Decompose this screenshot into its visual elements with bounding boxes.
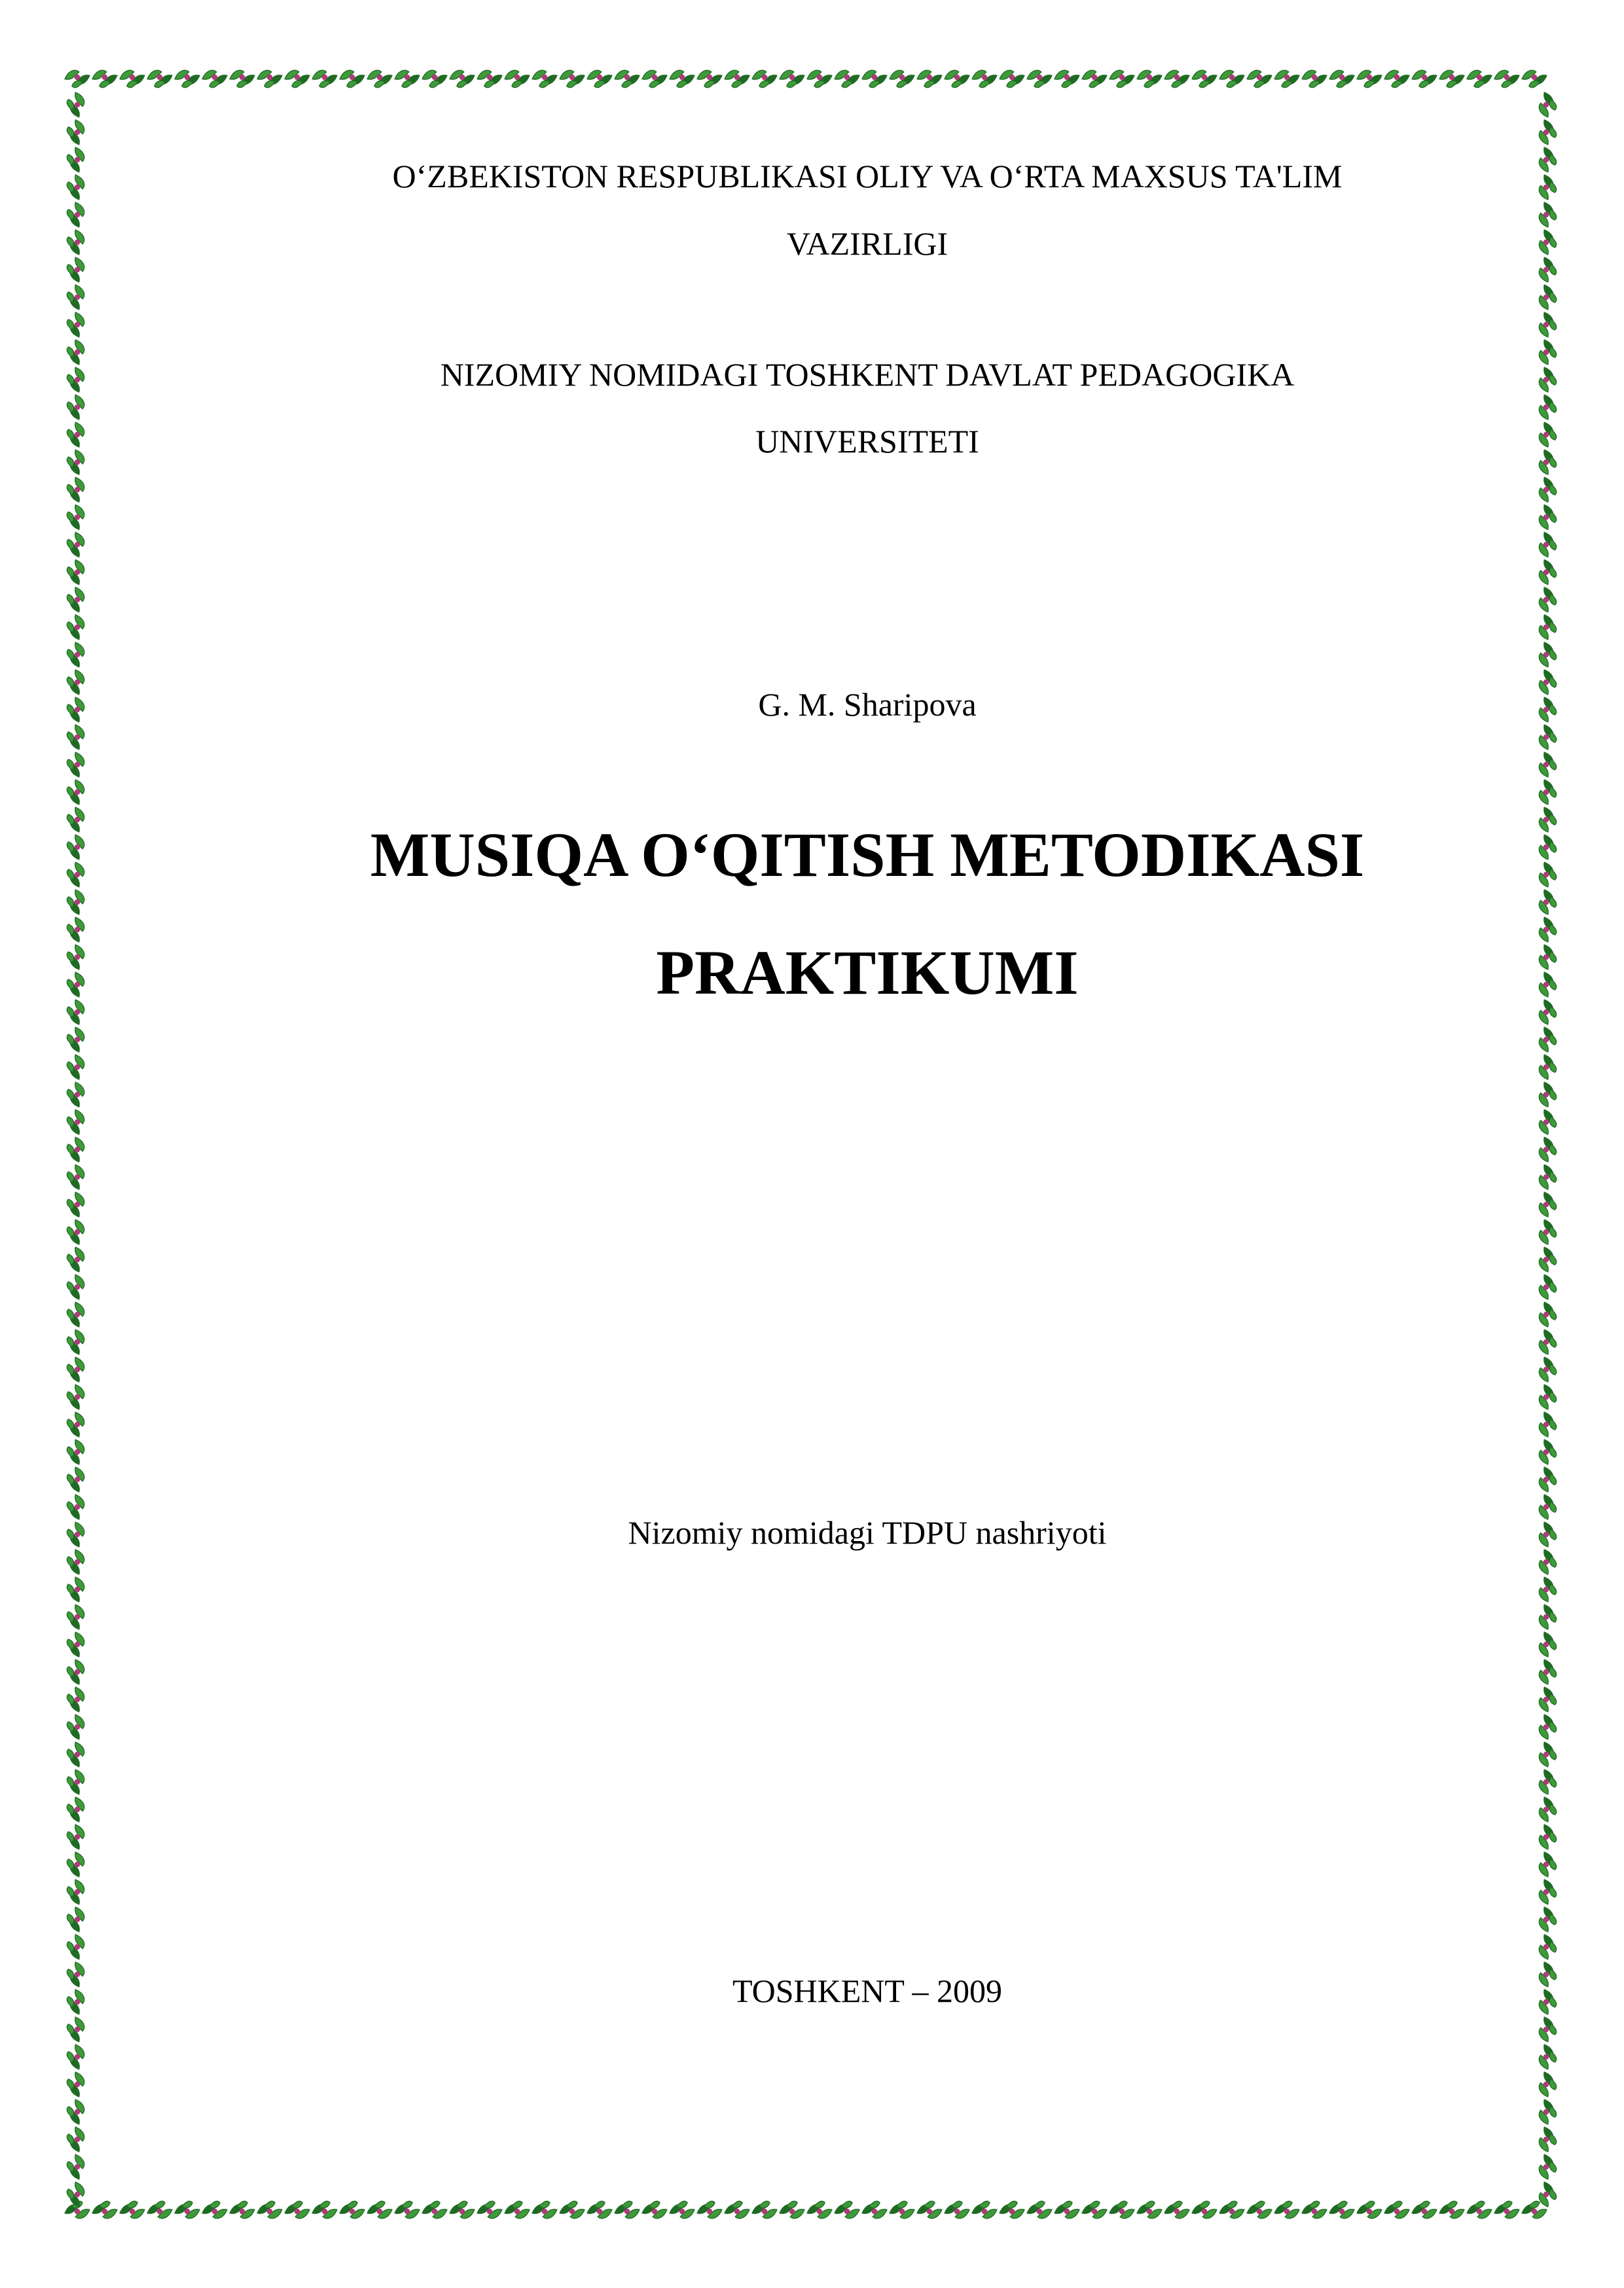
holly-leaf-berry-icon <box>67 780 84 805</box>
holly-leaf-berry-icon <box>505 2201 530 2218</box>
holly-leaf-berry-icon <box>1027 2201 1052 2218</box>
holly-leaf-berry-icon <box>1539 1522 1556 1547</box>
holly-leaf-berry-icon <box>67 2044 84 2069</box>
holly-leaf-berry-icon <box>67 92 84 117</box>
holly-leaf-berry-icon <box>1539 2127 1556 2152</box>
holly-leaf-berry-icon <box>477 2201 502 2218</box>
holly-leaf-berry-icon <box>67 1027 84 1052</box>
holly-leaf-berry-icon <box>120 70 145 87</box>
holly-leaf-berry-icon <box>1000 70 1024 87</box>
holly-leaf-berry-icon <box>1192 2201 1217 2218</box>
holly-leaf-berry-icon <box>67 1797 84 1822</box>
holly-leaf-berry-icon <box>67 670 84 695</box>
holly-leaf-berry-icon <box>67 1605 84 1629</box>
holly-leaf-berry-icon <box>1137 2201 1162 2218</box>
holly-leaf-berry-icon <box>67 1550 84 1574</box>
holly-leaf-berry-icon <box>1539 670 1556 695</box>
holly-leaf-berry-icon <box>67 1495 84 1519</box>
holly-leaf-berry-icon <box>67 1110 84 1135</box>
holly-leaf-berry-icon <box>1539 1247 1556 1272</box>
holly-leaf-berry-icon <box>285 70 310 87</box>
holly-leaf-berry-icon <box>1494 70 1519 87</box>
holly-leaf-berry-icon <box>367 2201 392 2218</box>
holly-leaf-berry-icon <box>1539 1110 1556 1135</box>
holly-leaf-berry-icon <box>67 2127 84 2152</box>
holly-leaf-berry-icon <box>67 1522 84 1547</box>
holly-leaf-berry-icon <box>257 70 282 87</box>
holly-leaf-berry-icon <box>780 2201 804 2218</box>
holly-leaf-berry-icon <box>1302 2201 1327 2218</box>
holly-leaf-berry-icon <box>67 1275 84 1299</box>
holly-leaf-berry-icon <box>67 1577 84 1602</box>
holly-leaf-berry-icon <box>67 202 84 227</box>
holly-leaf-berry-icon <box>67 1934 84 1959</box>
holly-leaf-berry-icon <box>1384 70 1409 87</box>
holly-leaf-berry-icon <box>367 70 392 87</box>
holly-leaf-berry-icon <box>1539 1165 1556 1189</box>
holly-leaf-berry-icon <box>587 70 612 87</box>
holly-leaf-berry-icon <box>1539 587 1556 612</box>
holly-leaf-berry-icon <box>67 1247 84 1272</box>
holly-leaf-berry-icon <box>67 642 84 667</box>
holly-leaf-berry-icon <box>560 70 585 87</box>
holly-leaf-berry-icon <box>505 70 530 87</box>
holly-leaf-berry-icon <box>67 1440 84 1464</box>
holly-leaf-berry-icon <box>1539 1879 1556 1904</box>
holly-leaf-berry-icon <box>477 70 502 87</box>
holly-leaf-berry-icon <box>67 1467 84 1492</box>
holly-leaf-berry-icon <box>1539 340 1556 365</box>
holly-leaf-berry-icon <box>67 505 84 530</box>
holly-leaf-berry-icon <box>67 532 84 557</box>
book-title-line-2: PRAKTIKUMI <box>656 937 1079 1008</box>
holly-leaf-berry-icon <box>67 2099 84 2124</box>
holly-leaf-berry-icon <box>1539 945 1556 970</box>
holly-leaf-berry-icon <box>1539 1962 1556 1987</box>
holly-leaf-berry-icon <box>1439 2201 1464 2218</box>
holly-leaf-berry-icon <box>67 175 84 200</box>
holly-leaf-berry-icon <box>780 70 804 87</box>
university-line-2: UNIVERSITETI <box>755 423 979 460</box>
holly-leaf-berry-icon <box>1522 70 1547 87</box>
holly-leaf-berry-icon <box>917 70 942 87</box>
holly-leaf-berry-icon <box>67 752 84 777</box>
holly-leaf-berry-icon <box>67 1962 84 1987</box>
holly-leaf-berry-icon <box>945 70 969 87</box>
holly-leaf-berry-icon <box>1539 367 1556 392</box>
holly-leaf-berry-icon <box>917 2201 942 2218</box>
holly-leaf-berry-icon <box>1539 120 1556 145</box>
holly-leaf-berry-icon <box>1247 70 1272 87</box>
holly-leaf-berry-icon <box>67 340 84 365</box>
holly-leaf-berry-icon <box>1539 1907 1556 1932</box>
holly-leaf-berry-icon <box>1539 1605 1556 1629</box>
holly-leaf-berry-icon <box>120 2201 145 2218</box>
holly-leaf-berry-icon <box>1539 807 1556 832</box>
holly-leaf-berry-icon <box>1539 1192 1556 1217</box>
holly-leaf-berry-icon <box>1539 1440 1556 1464</box>
holly-leaf-berry-icon <box>1539 1989 1556 2014</box>
holly-leaf-berry-icon <box>642 70 667 87</box>
holly-leaf-berry-icon <box>1539 1467 1556 1492</box>
holly-leaf-berry-icon <box>670 2201 695 2218</box>
holly-leaf-berry-icon <box>1357 2201 1382 2218</box>
holly-leaf-berry-icon <box>1539 890 1556 915</box>
holly-leaf-berry-icon <box>1539 1137 1556 1162</box>
holly-leaf-berry-icon <box>202 70 227 87</box>
holly-leaf-berry-icon <box>230 70 255 87</box>
holly-leaf-berry-icon <box>1539 257 1556 282</box>
holly-leaf-berry-icon <box>807 70 832 87</box>
holly-leaf-berry-icon <box>175 2201 200 2218</box>
holly-leaf-berry-icon <box>1539 862 1556 887</box>
holly-leaf-berry-icon <box>1539 1632 1556 1657</box>
holly-leaf-berry-icon <box>1539 1934 1556 1959</box>
holly-leaf-berry-icon <box>1539 1055 1556 1080</box>
holly-leaf-berry-icon <box>67 2017 84 2042</box>
holly-leaf-berry-icon <box>697 70 722 87</box>
holly-leaf-berry-icon <box>1539 1027 1556 1052</box>
holly-leaf-berry-icon <box>67 1137 84 1162</box>
holly-leaf-berry-icon <box>972 2201 997 2218</box>
holly-leaf-berry-icon <box>67 147 84 172</box>
holly-leaf-berry-icon <box>1539 2044 1556 2069</box>
holly-leaf-berry-icon <box>1539 642 1556 667</box>
holly-leaf-berry-icon <box>1539 1715 1556 1739</box>
holly-leaf-berry-icon <box>1539 1852 1556 1877</box>
holly-leaf-berry-icon <box>1219 70 1244 87</box>
holly-leaf-berry-icon <box>67 615 84 640</box>
holly-leaf-berry-icon <box>1467 70 1492 87</box>
holly-leaf-berry-icon <box>1539 1385 1556 1409</box>
holly-leaf-berry-icon <box>67 257 84 282</box>
holly-leaf-berry-icon <box>67 1385 84 1409</box>
holly-leaf-berry-icon <box>862 70 887 87</box>
holly-leaf-berry-icon <box>532 2201 557 2218</box>
holly-leaf-berry-icon <box>1539 2017 1556 2042</box>
holly-leaf-berry-icon <box>642 2201 667 2218</box>
holly-leaf-berry-icon <box>670 70 695 87</box>
holly-leaf-berry-icon <box>67 312 84 337</box>
holly-leaf-berry-icon <box>1110 2201 1134 2218</box>
holly-leaf-berry-icon <box>67 2154 84 2179</box>
holly-leaf-berry-icon <box>1539 532 1556 557</box>
holly-leaf-berry-icon <box>835 70 859 87</box>
holly-leaf-berry-icon <box>67 1330 84 1354</box>
holly-leaf-berry-icon <box>1027 70 1052 87</box>
holly-leaf-berry-icon <box>1412 70 1437 87</box>
holly-leaf-berry-icon <box>1539 1000 1556 1025</box>
holly-leaf-berry-icon <box>1467 2201 1492 2218</box>
holly-leaf-berry-icon <box>67 395 84 420</box>
holly-leaf-berry-icon <box>807 2201 832 2218</box>
holly-leaf-berry-icon <box>395 70 420 87</box>
holly-leaf-berry-icon <box>67 1000 84 1025</box>
holly-leaf-berry-icon <box>1539 917 1556 942</box>
holly-leaf-berry-icon <box>1247 2201 1272 2218</box>
holly-leaf-berry-icon <box>1539 1220 1556 1244</box>
holly-leaf-berry-icon <box>67 367 84 392</box>
holly-leaf-berry-icon <box>67 1852 84 1877</box>
holly-leaf-berry-icon <box>67 917 84 942</box>
holly-leaf-berry-icon <box>1539 395 1556 420</box>
holly-leaf-berry-icon <box>1539 1330 1556 1354</box>
holly-leaf-berry-icon <box>67 835 84 860</box>
holly-leaf-berry-icon <box>1539 175 1556 200</box>
holly-leaf-berry-icon <box>67 1770 84 1794</box>
holly-leaf-berry-icon <box>1539 1660 1556 1684</box>
holly-leaf-berry-icon <box>1192 70 1217 87</box>
holly-leaf-berry-icon <box>1539 2099 1556 2124</box>
holly-leaf-berry-icon <box>1274 2201 1299 2218</box>
holly-leaf-berry-icon <box>312 2201 337 2218</box>
holly-leaf-berry-icon <box>725 2201 749 2218</box>
holly-leaf-berry-icon <box>340 70 365 87</box>
holly-leaf-berry-icon <box>1539 1742 1556 1767</box>
holly-leaf-berry-icon <box>1539 422 1556 447</box>
holly-leaf-berry-icon <box>67 890 84 915</box>
holly-leaf-berry-icon <box>1539 1302 1556 1327</box>
holly-leaf-berry-icon <box>230 2201 255 2218</box>
holly-leaf-berry-icon <box>615 70 640 87</box>
publisher-line: Nizomiy nomidagi TDPU nashriyoti <box>628 1514 1107 1551</box>
holly-leaf-berry-icon <box>395 2201 420 2218</box>
holly-leaf-berry-icon <box>697 2201 722 2218</box>
holly-leaf-berry-icon <box>1494 2201 1519 2218</box>
holly-leaf-berry-icon <box>560 2201 585 2218</box>
holly-leaf-berry-icon <box>615 2201 640 2218</box>
holly-leaf-berry-icon <box>1539 972 1556 997</box>
holly-leaf-berry-icon <box>1539 477 1556 502</box>
holly-leaf-berry-icon <box>1539 505 1556 530</box>
holly-leaf-berry-icon <box>1539 2182 1556 2207</box>
holly-leaf-berry-icon <box>1055 70 1079 87</box>
holly-leaf-berry-icon <box>972 70 997 87</box>
holly-leaf-berry-icon <box>67 1412 84 1437</box>
holly-leaf-berry-icon <box>92 2201 117 2218</box>
holly-leaf-berry-icon <box>67 1989 84 2014</box>
holly-leaf-berry-icon <box>340 2201 365 2218</box>
holly-leaf-berry-icon <box>1539 2072 1556 2097</box>
holly-leaf-berry-icon <box>92 70 117 87</box>
holly-leaf-berry-icon <box>67 477 84 502</box>
holly-leaf-berry-icon <box>422 70 447 87</box>
holly-leaf-berry-icon <box>67 1165 84 1189</box>
holly-leaf-berry-icon <box>1439 70 1464 87</box>
holly-leaf-berry-icon <box>67 285 84 310</box>
holly-leaf-berry-icon <box>175 70 200 87</box>
holly-leaf-berry-icon <box>202 2201 227 2218</box>
holly-leaf-berry-icon <box>1539 450 1556 475</box>
holly-leaf-berry-icon <box>1539 202 1556 227</box>
holly-leaf-berry-icon <box>67 1907 84 1932</box>
holly-leaf-berry-icon <box>67 1879 84 1904</box>
holly-leaf-berry-icon <box>1000 2201 1024 2218</box>
author-name: G. M. Sharipova <box>758 686 977 723</box>
holly-leaf-berry-icon <box>1055 2201 1079 2218</box>
holly-leaf-berry-icon <box>67 422 84 447</box>
holly-leaf-berry-icon <box>67 807 84 832</box>
holly-leaf-berry-icon <box>1539 1412 1556 1437</box>
holly-leaf-berry-icon <box>257 2201 282 2218</box>
holly-leaf-berry-icon <box>890 2201 914 2218</box>
holly-leaf-berry-icon <box>65 70 90 87</box>
holly-leaf-berry-icon <box>67 972 84 997</box>
holly-leaf-berry-icon <box>1539 1825 1556 1849</box>
holly-leaf-berry-icon <box>147 2201 172 2218</box>
ministry-line-2: VAZIRLIGI <box>786 225 948 262</box>
holly-leaf-berry-icon <box>1539 1577 1556 1602</box>
book-title-line-1: MUSIQA O‘QITISH METODIKASI <box>370 820 1365 890</box>
holly-leaf-berry-icon <box>422 2201 447 2218</box>
holly-leaf-berry-icon <box>67 1687 84 1712</box>
holly-leaf-berry-icon <box>1539 312 1556 337</box>
holly-leaf-berry-icon <box>67 945 84 970</box>
holly-leaf-berry-icon <box>285 2201 310 2218</box>
holly-leaf-berry-icon <box>67 1715 84 1739</box>
holly-leaf-berry-icon <box>1164 2201 1189 2218</box>
holly-leaf-berry-icon <box>67 862 84 887</box>
holly-leaf-berry-icon <box>1539 230 1556 255</box>
holly-leaf-berry-icon <box>1110 70 1134 87</box>
holly-leaf-berry-icon <box>1412 2201 1437 2218</box>
holly-leaf-berry-icon <box>1329 2201 1354 2218</box>
ministry-line-1: O‘ZBEKISTON RESPUBLIKASI OLIY VA O‘RTA MAXSUS TA'LIM <box>392 158 1343 194</box>
holly-leaf-berry-icon <box>67 1357 84 1382</box>
holly-leaf-berry-icon <box>67 1302 84 1327</box>
holly-leaf-berry-icon <box>1539 615 1556 640</box>
holly-leaf-berry-icon <box>1539 147 1556 172</box>
holly-leaf-berry-icon <box>835 2201 859 2218</box>
holly-leaf-berry-icon <box>67 230 84 255</box>
holly-leaf-berry-icon <box>752 2201 777 2218</box>
university-line-1: NIZOMIY NOMIDAGI TOSHKENT DAVLAT PEDAGOGIKA <box>440 356 1295 393</box>
holly-leaf-berry-icon <box>67 2072 84 2097</box>
holly-leaf-berry-icon <box>67 1082 84 1107</box>
holly-leaf-berry-icon <box>1539 560 1556 585</box>
holly-leaf-berry-icon <box>532 70 557 87</box>
holly-leaf-berry-icon <box>1539 92 1556 117</box>
holly-leaf-berry-icon <box>1082 70 1107 87</box>
holly-leaf-berry-icon <box>1539 780 1556 805</box>
holly-leaf-berry-icon <box>67 1742 84 1767</box>
holly-leaf-berry-icon <box>67 450 84 475</box>
holly-leaf-berry-icon <box>1539 1550 1556 1574</box>
holly-leaf-berry-icon <box>1082 2201 1107 2218</box>
holly-leaf-berry-icon <box>67 1220 84 1244</box>
holly-leaf-berry-icon <box>1539 835 1556 860</box>
holly-leaf-berry-icon <box>1539 1797 1556 1822</box>
holly-leaf-berry-icon <box>945 2201 969 2218</box>
holly-leaf-berry-icon <box>1539 1495 1556 1519</box>
holly-leaf-berry-icon <box>1357 70 1382 87</box>
holly-leaf-berry-icon <box>1539 697 1556 722</box>
holly-leaf-berry-icon <box>450 70 475 87</box>
holly-leaf-berry-icon <box>1384 2201 1409 2218</box>
holly-leaf-berry-icon <box>1539 1082 1556 1107</box>
holly-leaf-berry-icon <box>1219 2201 1244 2218</box>
holly-leaf-berry-icon <box>67 1632 84 1657</box>
holly-leaf-berry-icon <box>67 560 84 585</box>
holly-leaf-berry-icon <box>67 1660 84 1684</box>
holly-leaf-berry-icon <box>752 70 777 87</box>
holly-leaf-berry-icon <box>1302 70 1327 87</box>
holly-leaf-berry-icon <box>1539 1770 1556 1794</box>
holly-leaf-berry-icon <box>1539 1357 1556 1382</box>
holly-leaf-berry-icon <box>312 70 337 87</box>
place-year-line: TOSHKENT – 2009 <box>732 1972 1003 2009</box>
holly-leaf-berry-icon <box>1539 752 1556 777</box>
holly-leaf-berry-icon <box>67 725 84 750</box>
holly-leaf-berry-icon <box>1164 70 1189 87</box>
holly-leaf-berry-icon <box>67 1055 84 1080</box>
holly-leaf-berry-icon <box>862 2201 887 2218</box>
holly-leaf-berry-icon <box>725 70 749 87</box>
holly-leaf-berry-icon <box>67 120 84 145</box>
holly-leaf-berry-icon <box>67 1192 84 1217</box>
holly-leaf-berry-icon <box>1274 70 1299 87</box>
holly-leaf-berry-icon <box>67 697 84 722</box>
holly-leaf-berry-icon <box>450 2201 475 2218</box>
holly-leaf-berry-icon <box>1539 1687 1556 1712</box>
holly-leaf-berry-icon <box>1329 70 1354 87</box>
holly-leaf-berry-icon <box>67 587 84 612</box>
holly-leaf-berry-icon <box>67 1825 84 1849</box>
holly-leaf-berry-icon <box>587 2201 612 2218</box>
holly-leaf-berry-icon <box>1539 285 1556 310</box>
holly-leaf-berry-icon <box>147 70 172 87</box>
holly-leaf-berry-icon <box>1137 70 1162 87</box>
holly-leaf-berry-icon <box>1539 1275 1556 1299</box>
holly-leaf-berry-icon <box>1539 725 1556 750</box>
holly-leaf-berry-icon <box>1539 2154 1556 2179</box>
holly-leaf-berry-icon <box>890 70 914 87</box>
